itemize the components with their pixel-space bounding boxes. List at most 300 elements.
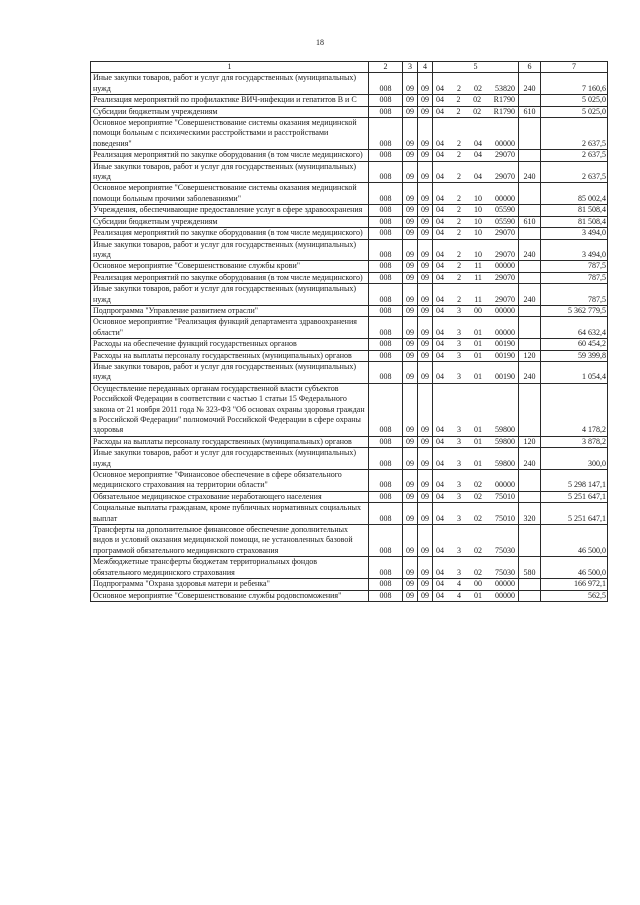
target-article-part: 3 <box>457 305 461 315</box>
row-amount: 787,5 <box>541 261 608 272</box>
row-expense-type: 240 <box>519 161 541 183</box>
target-article-part: 59800 <box>495 425 515 435</box>
table-row <box>91 106 608 117</box>
target-article-part: 04 <box>474 172 482 182</box>
row-section-code: 09 <box>403 503 418 525</box>
target-article-parts <box>435 372 516 382</box>
row-amount: 5 298 147,1 <box>541 470 608 492</box>
table-row <box>91 161 608 183</box>
row-ministry-code: 008 <box>369 448 403 470</box>
target-article-part: 3 <box>457 545 461 555</box>
row-expense-type <box>519 525 541 557</box>
row-ministry-code: 008 <box>369 579 403 590</box>
target-article-part: 3 <box>457 567 461 577</box>
row-expense-type <box>519 470 541 492</box>
row-target-article <box>433 525 519 557</box>
row-subsection-code: 09 <box>418 284 433 306</box>
target-article-part: 04 <box>436 513 444 523</box>
row-subsection-code: 09 <box>418 339 433 350</box>
row-expense-type: 580 <box>519 557 541 579</box>
table-row <box>91 73 608 95</box>
target-article-part: 02 <box>474 545 482 555</box>
row-expense-type: 240 <box>519 73 541 95</box>
target-article-part: 3 <box>457 480 461 490</box>
target-article-part: 02 <box>474 491 482 501</box>
table-row <box>91 118 608 150</box>
row-target-article <box>433 261 519 272</box>
target-article-part: 10 <box>474 249 482 259</box>
table-row <box>91 150 608 161</box>
row-section-code: 09 <box>403 272 418 283</box>
target-article-parts <box>435 306 516 316</box>
target-article-part: 75030 <box>495 545 515 555</box>
row-section-code: 09 <box>403 95 418 106</box>
target-article-part: 00000 <box>494 261 515 271</box>
target-article-part: 2 <box>457 193 461 203</box>
row-subsection-code: 09 <box>418 491 433 502</box>
row-target-article <box>433 448 519 470</box>
target-article-part: 04 <box>436 95 444 105</box>
row-amount: 46 500,0 <box>541 557 608 579</box>
row-name: Иные закупки товаров, работ и услуг для государственных (муниципальных) нужд <box>91 161 369 183</box>
target-article-part: 02 <box>473 95 482 105</box>
row-ministry-code: 008 <box>369 161 403 183</box>
row-target-article <box>433 272 519 283</box>
row-ministry-code: 008 <box>369 503 403 525</box>
row-subsection-code: 09 <box>418 436 433 447</box>
row-name: Обязательное медицинское страхование неработающего населения <box>91 491 369 502</box>
row-subsection-code: 09 <box>418 228 433 239</box>
row-name: Основное мероприятие "Совершенствование системы оказания медицинской помощи больным с психическими расстройствами и расстройствами поведения" <box>91 118 369 150</box>
target-article-part: 00190 <box>495 339 515 349</box>
row-subsection-code: 09 <box>418 106 433 117</box>
row-target-article <box>433 205 519 216</box>
table-row <box>91 95 608 106</box>
target-article-part: 11 <box>474 261 482 271</box>
target-article-part: 04 <box>436 249 444 259</box>
row-ministry-code: 008 <box>369 106 403 117</box>
row-section-code: 09 <box>403 73 418 95</box>
target-article-part: 05590 <box>495 216 515 226</box>
row-subsection-code: 09 <box>418 525 433 557</box>
target-article-part: 2 <box>456 95 461 105</box>
target-article-part: 04 <box>436 327 444 337</box>
row-target-article <box>433 317 519 339</box>
row-ministry-code: 008 <box>369 557 403 579</box>
target-article-part: 00000 <box>495 480 515 490</box>
row-section-code: 09 <box>403 284 418 306</box>
table-row <box>91 590 608 601</box>
row-target-article <box>433 183 519 205</box>
row-target-article <box>433 436 519 447</box>
target-article-part: 04 <box>436 272 444 282</box>
row-expense-type: 120 <box>519 350 541 361</box>
row-amount: 300,0 <box>541 448 608 470</box>
target-article-part: 00000 <box>495 327 515 337</box>
row-ministry-code: 008 <box>369 491 403 502</box>
row-amount: 4 178,2 <box>541 383 608 436</box>
row-name: Реализация мероприятий по закупке оборудования (в том числе медицинского) <box>91 228 369 239</box>
row-ministry-code: 008 <box>369 261 403 272</box>
target-article-part: 3 <box>457 425 461 435</box>
row-ministry-code: 008 <box>369 361 403 383</box>
target-article-parts <box>435 261 516 271</box>
row-subsection-code: 09 <box>418 150 433 161</box>
row-target-article <box>433 228 519 239</box>
target-article-part: 00000 <box>495 193 515 203</box>
row-ministry-code: 008 <box>369 150 403 161</box>
row-section-code: 09 <box>403 228 418 239</box>
target-article-part: 02 <box>473 106 482 116</box>
table-header-row <box>91 62 608 73</box>
target-article-part: 2 <box>457 216 461 226</box>
row-target-article <box>433 579 519 590</box>
row-section-code: 09 <box>403 491 418 502</box>
target-article-part: 2 <box>457 205 461 215</box>
row-name: Реализация мероприятий по закупке оборудования (в том числе медицинского) <box>91 272 369 283</box>
table-row <box>91 470 608 492</box>
target-article-parts <box>435 339 516 349</box>
row-target-article <box>433 350 519 361</box>
target-article-part: 11 <box>474 272 482 282</box>
target-article-part: 29070 <box>495 150 515 160</box>
row-ministry-code: 008 <box>369 590 403 601</box>
row-section-code: 09 <box>403 361 418 383</box>
target-article-part: 02 <box>474 567 482 577</box>
target-article-part: 2 <box>457 261 462 271</box>
table-row <box>91 339 608 350</box>
row-expense-type: 240 <box>519 239 541 261</box>
target-article-part: 2 <box>457 272 462 282</box>
row-section-code: 09 <box>403 579 418 590</box>
row-subsection-code: 09 <box>418 305 433 316</box>
row-subsection-code: 09 <box>418 239 433 261</box>
row-name: Основное мероприятие "Реализация функций департамента здравоохранения области" <box>91 317 369 339</box>
row-name: Основное мероприятие "Совершенствование системы оказания медицинской помощи больным прочими заболеваниями" <box>91 183 369 205</box>
row-ministry-code: 008 <box>369 339 403 350</box>
target-article-parts <box>435 591 516 601</box>
header-cell: 1 <box>91 62 369 73</box>
target-article-part: 10 <box>474 205 482 215</box>
table-row <box>91 183 608 205</box>
row-subsection-code: 09 <box>418 95 433 106</box>
row-ministry-code: 008 <box>369 228 403 239</box>
row-amount: 81 508,4 <box>541 216 608 227</box>
target-article-part: 04 <box>436 150 444 160</box>
row-expense-type <box>519 491 541 502</box>
target-article-part: 00 <box>474 579 482 589</box>
row-name: Иные закупки товаров, работ и услуг для государственных (муниципальных) нужд <box>91 448 369 470</box>
table-row <box>91 436 608 447</box>
target-article-part: 04 <box>436 138 444 148</box>
row-name: Основное мероприятие "Совершенствование службы родовспоможения" <box>91 590 369 601</box>
table-row <box>91 525 608 557</box>
target-article-part: 01 <box>474 372 482 382</box>
row-section-code: 09 <box>403 590 418 601</box>
target-article-part: 00000 <box>495 579 515 589</box>
target-article-part: 04 <box>436 294 444 304</box>
target-article-parts <box>435 194 516 204</box>
table-row <box>91 228 608 239</box>
target-article-part: 29070 <box>494 294 515 304</box>
target-article-part: 04 <box>436 545 444 555</box>
row-amount: 85 002,4 <box>541 183 608 205</box>
target-article-parts <box>435 425 516 435</box>
row-subsection-code: 09 <box>418 503 433 525</box>
row-section-code: 09 <box>403 161 418 183</box>
row-section-code: 09 <box>403 436 418 447</box>
target-article-part: 01 <box>474 590 482 600</box>
target-article-parts <box>435 172 516 182</box>
row-ministry-code: 008 <box>369 95 403 106</box>
target-article-part: 04 <box>436 480 444 490</box>
row-section-code: 09 <box>403 470 418 492</box>
target-article-part: 04 <box>436 205 444 215</box>
target-article-parts <box>435 351 516 361</box>
row-target-article <box>433 361 519 383</box>
target-article-parts <box>435 250 516 260</box>
row-expense-type <box>519 183 541 205</box>
target-article-part: 04 <box>474 150 482 160</box>
target-article-parts <box>435 217 516 227</box>
target-article-part: 00000 <box>495 590 515 600</box>
target-article-part: 04 <box>436 372 444 382</box>
row-target-article <box>433 305 519 316</box>
row-name: Субсидии бюджетным учреждениям <box>91 216 369 227</box>
row-subsection-code: 09 <box>418 205 433 216</box>
target-article-part: 04 <box>474 138 482 148</box>
row-name: Расходы на выплаты персоналу государственных (муниципальных) органов <box>91 350 369 361</box>
target-article-part: 2 <box>457 249 461 259</box>
row-section-code: 09 <box>403 183 418 205</box>
header-cell: 3 <box>403 62 418 73</box>
row-ministry-code: 008 <box>369 73 403 95</box>
row-target-article <box>433 161 519 183</box>
target-article-parts <box>435 139 516 149</box>
row-subsection-code: 09 <box>418 383 433 436</box>
target-article-part: 29070 <box>495 228 515 238</box>
target-article-part: 04 <box>436 106 444 116</box>
row-ministry-code: 008 <box>369 436 403 447</box>
target-article-part: R1790 <box>493 95 515 105</box>
row-amount: 562,5 <box>541 590 608 601</box>
target-article-part: 04 <box>436 305 444 315</box>
target-article-part: 04 <box>436 83 444 93</box>
row-name: Основное мероприятие "Совершенствование службы крови" <box>91 261 369 272</box>
target-article-parts <box>435 328 516 338</box>
row-expense-type: 320 <box>519 503 541 525</box>
row-amount: 787,5 <box>541 284 608 306</box>
target-article-part: 2 <box>457 138 461 148</box>
row-ministry-code: 008 <box>369 183 403 205</box>
target-article-part: 29070 <box>494 272 515 282</box>
header-cell: 7 <box>541 62 608 73</box>
target-article-part: 02 <box>474 480 482 490</box>
row-ministry-code: 008 <box>369 305 403 316</box>
row-ministry-code: 008 <box>369 470 403 492</box>
row-expense-type <box>519 317 541 339</box>
row-amount: 60 454,2 <box>541 339 608 350</box>
row-expense-type <box>519 261 541 272</box>
target-article-part: 2 <box>457 228 461 238</box>
row-name: Подпрограмма "Охрана здоровья матери и ребенка" <box>91 579 369 590</box>
row-target-article <box>433 557 519 579</box>
row-name: Реализация мероприятий по закупке оборудования (в том числе медицинского) <box>91 150 369 161</box>
target-article-part: 04 <box>436 567 444 577</box>
target-article-parts <box>435 205 516 215</box>
target-article-part: 59800 <box>495 436 515 446</box>
table-row <box>91 503 608 525</box>
row-amount: 3 878,2 <box>541 436 608 447</box>
row-amount: 46 500,0 <box>541 525 608 557</box>
row-amount: 5 025,0 <box>541 106 608 117</box>
table-row <box>91 350 608 361</box>
row-section-code: 09 <box>403 525 418 557</box>
target-article-part: 10 <box>474 228 482 238</box>
row-section-code: 09 <box>403 448 418 470</box>
row-expense-type <box>519 150 541 161</box>
target-article-parts <box>435 514 516 524</box>
target-article-parts <box>435 459 516 469</box>
row-amount: 3 494,0 <box>541 239 608 261</box>
target-article-part: 3 <box>457 491 461 501</box>
row-expense-type <box>519 305 541 316</box>
row-subsection-code: 09 <box>418 118 433 150</box>
row-target-article <box>433 284 519 306</box>
target-article-part: 05590 <box>495 205 515 215</box>
row-expense-type <box>519 383 541 436</box>
row-amount: 2 637,5 <box>541 161 608 183</box>
row-ministry-code: 008 <box>369 118 403 150</box>
row-target-article <box>433 239 519 261</box>
row-expense-type <box>519 205 541 216</box>
row-expense-type <box>519 95 541 106</box>
row-amount: 7 160,6 <box>541 73 608 95</box>
row-subsection-code: 09 <box>418 216 433 227</box>
target-article-part: 53820 <box>495 83 515 93</box>
target-article-part: 00 <box>474 305 482 315</box>
table-row <box>91 383 608 436</box>
row-subsection-code: 09 <box>418 350 433 361</box>
row-subsection-code: 09 <box>418 579 433 590</box>
row-section-code: 09 <box>403 216 418 227</box>
row-subsection-code: 09 <box>418 272 433 283</box>
row-target-article <box>433 95 519 106</box>
row-target-article <box>433 470 519 492</box>
row-ministry-code: 008 <box>369 317 403 339</box>
target-article-part: 59800 <box>495 458 515 468</box>
target-article-parts <box>435 480 516 490</box>
target-article-part: 4 <box>457 579 461 589</box>
target-article-part: 04 <box>436 172 444 182</box>
row-section-code: 09 <box>403 305 418 316</box>
table-row <box>91 205 608 216</box>
row-expense-type: 240 <box>519 448 541 470</box>
row-name: Осуществление переданных органам государственной власти субъектов Российской Федерации в соответствии с частью 1 статьи 15 Федерального закона от 21 ноября 2011 года № 323-ФЗ "Об основах охраны здоровья граждан в Российской Федерации" полномочий Российской Федерации в сфере охраны здоровья <box>91 383 369 436</box>
row-name: Расходы на обеспечение функций государственных органов <box>91 339 369 350</box>
row-name: Учреждения, обеспечивающие предоставление услуг в сфере здравоохранения <box>91 205 369 216</box>
table-row <box>91 579 608 590</box>
row-subsection-code: 09 <box>418 361 433 383</box>
table-row <box>91 272 608 283</box>
row-section-code: 09 <box>403 339 418 350</box>
row-ministry-code: 008 <box>369 525 403 557</box>
target-article-part: 3 <box>457 513 461 523</box>
target-article-part: 75010 <box>495 491 515 501</box>
target-article-part: 00000 <box>495 305 515 315</box>
row-target-article <box>433 339 519 350</box>
target-article-part: 04 <box>436 216 444 226</box>
row-expense-type <box>519 339 541 350</box>
row-target-article <box>433 503 519 525</box>
target-article-parts <box>435 295 516 305</box>
table-row <box>91 448 608 470</box>
target-article-part: 00190 <box>495 350 515 360</box>
row-section-code: 09 <box>403 205 418 216</box>
row-name: Подпрограмма "Управление развитием отрасли" <box>91 305 369 316</box>
row-expense-type: 610 <box>519 106 541 117</box>
target-article-part: 2 <box>457 150 461 160</box>
row-name: Иные закупки товаров, работ и услуг для государственных (муниципальных) нужд <box>91 361 369 383</box>
table-row <box>91 361 608 383</box>
target-article-part: 4 <box>457 590 461 600</box>
row-section-code: 09 <box>403 557 418 579</box>
row-expense-type <box>519 590 541 601</box>
table-row <box>91 305 608 316</box>
header-cell: 6 <box>519 62 541 73</box>
target-article-part: 3 <box>457 339 461 349</box>
target-article-part: 29070 <box>495 249 515 259</box>
header-cell: 4 <box>418 62 433 73</box>
row-ministry-code: 008 <box>369 205 403 216</box>
row-expense-type: 240 <box>519 284 541 306</box>
table-row <box>91 216 608 227</box>
row-target-article <box>433 73 519 95</box>
row-expense-type: 120 <box>519 436 541 447</box>
row-subsection-code: 09 <box>418 590 433 601</box>
row-expense-type <box>519 118 541 150</box>
row-name: Расходы на выплаты персоналу государственных (муниципальных) органов <box>91 436 369 447</box>
row-target-article <box>433 216 519 227</box>
row-name: Межбюджетные трансферты бюджетам территориальных фондов обязательного медицинского страхования <box>91 557 369 579</box>
target-article-part: 04 <box>436 579 444 589</box>
target-article-part: 02 <box>474 83 482 93</box>
row-amount: 81 508,4 <box>541 205 608 216</box>
row-amount: 166 972,1 <box>541 579 608 590</box>
table-row <box>91 491 608 502</box>
row-target-article <box>433 118 519 150</box>
row-subsection-code: 09 <box>418 73 433 95</box>
row-section-code: 09 <box>403 350 418 361</box>
row-name: Социальные выплаты гражданам, кроме публичных нормативных социальных выплат <box>91 503 369 525</box>
row-section-code: 09 <box>403 150 418 161</box>
row-ministry-code: 008 <box>369 239 403 261</box>
row-target-article <box>433 590 519 601</box>
target-article-part: 04 <box>436 458 444 468</box>
target-article-parts <box>435 273 516 283</box>
target-article-parts <box>435 228 516 238</box>
row-amount: 5 251 647,1 <box>541 491 608 502</box>
target-article-part: 04 <box>436 339 444 349</box>
row-subsection-code: 09 <box>418 261 433 272</box>
target-article-part: 75030 <box>495 567 515 577</box>
row-name: Трансферты на дополнительное финансовое обеспечение дополнительных видов и условий оказания медицинской помощи, не установленных базовой программой обязательного медицинского страхования <box>91 525 369 557</box>
header-cell: 2 <box>369 62 403 73</box>
target-article-part: 04 <box>436 261 444 271</box>
page-number: 18 <box>316 38 324 47</box>
row-ministry-code: 008 <box>369 216 403 227</box>
row-target-article <box>433 106 519 117</box>
